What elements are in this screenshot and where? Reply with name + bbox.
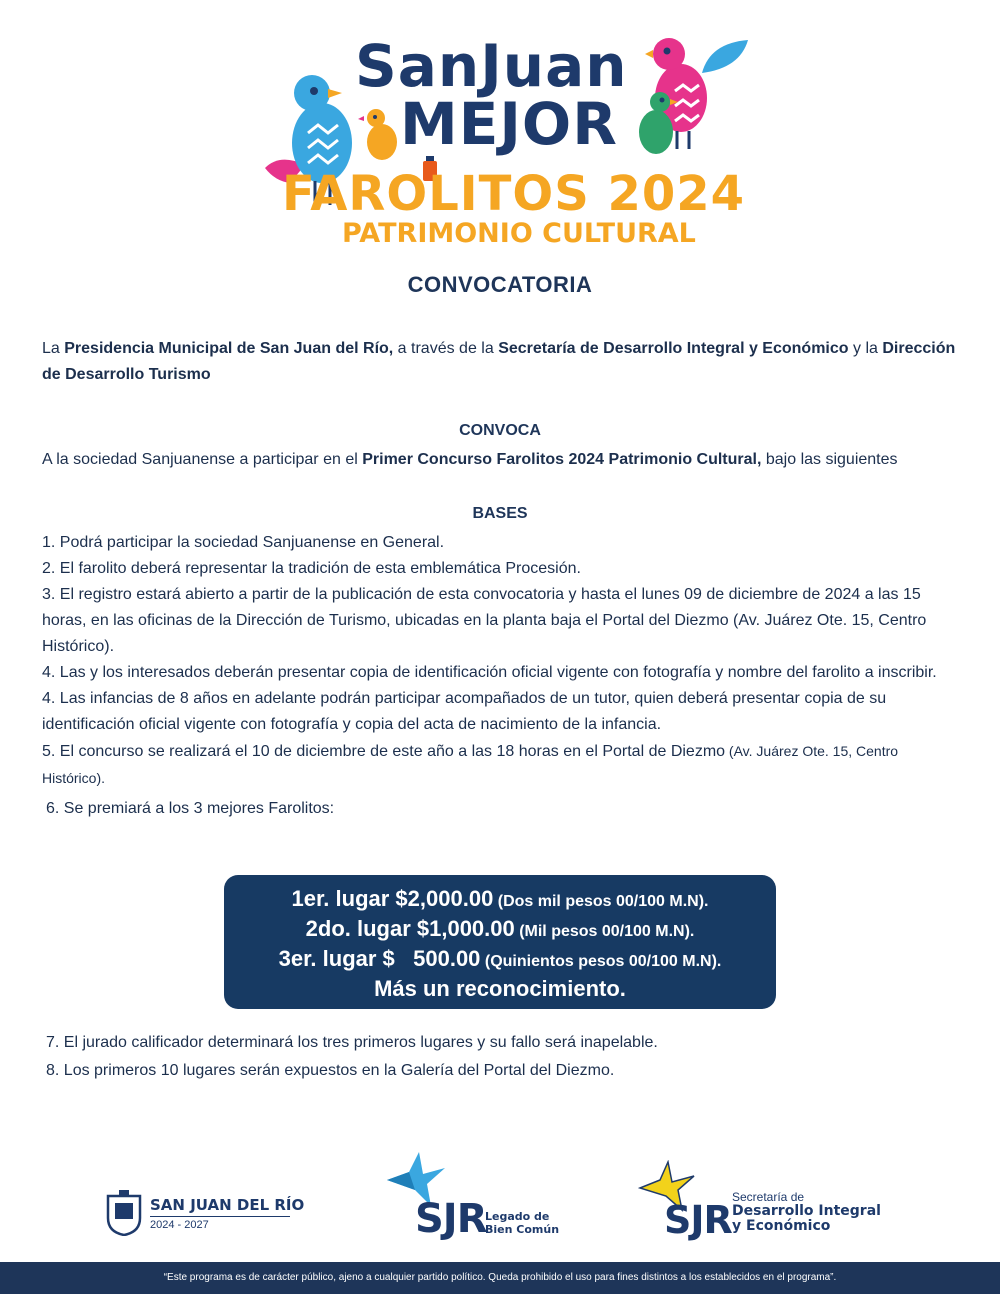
- bases-item: 7. El jurado calificador determinará los tres primeros lugares y su fallo será inapelable.: [46, 1034, 658, 1051]
- bases-item: 4. Las infancias de 8 años en adelante podrán participar acompañados de un tutor, quien deberá presentar copia de su identificación oficial vigente con fotografía y copia del acta de nacimiento de la infancia.: [42, 690, 887, 733]
- intro-text-3: y la: [848, 340, 883, 357]
- bases-item-5-address: (Av. Juárez Ote. 15, Centro Histórico).: [42, 743, 899, 786]
- convoca-text-1: A la sociedad Sanjuanense a participar en el: [42, 451, 363, 468]
- prize-second: [224, 915, 776, 945]
- convoca-bold-1: Primer Concurso Farolitos 2024 Patrimonio Cultural,: [362, 451, 762, 468]
- disclaimer-bar: “Este programa es de carácter público, ajeno a cualquier partido político. Queda prohibido el uso para fines distintos a los establecidos en el programa”.: [0, 1262, 1000, 1294]
- prize-first-place: 1er. lugar $2,000.00: [291, 886, 494, 911]
- bases-item: 4. Las y los interesados deberán presentar copia de identificación oficial vigente con fotografía y nombre del farolito a inscribir.: [42, 664, 937, 681]
- convoca-text-2: bajo las siguientes: [761, 451, 898, 468]
- legado-line-2: Bien Común: [485, 1223, 560, 1236]
- green-bird-icon: [630, 90, 680, 160]
- orange-bird-icon: [358, 106, 403, 166]
- bases-item-5: [42, 738, 962, 792]
- bases-item: 1. Podrá participar la sociedad Sanjuanense en General.: [42, 534, 445, 551]
- intro-bold-1: Presidencia Municipal de San Juan del Río,: [64, 340, 394, 357]
- bases-item: 8. Los primeros 10 lugares serán expuestos en la Galería del Portal del Diezmo.: [46, 1062, 615, 1079]
- bases-heading: BASES: [472, 505, 528, 522]
- municipal-shield-icon: [106, 1190, 142, 1236]
- secretaria-line-3: y Económico: [732, 1218, 831, 1234]
- prize-third-note: (Quinientos pesos 00/100 M.N).: [480, 953, 722, 970]
- secretaria-logo: [638, 1160, 908, 1250]
- intro-paragraph: [42, 336, 962, 388]
- prize-third: [224, 945, 776, 975]
- bases-list: [42, 530, 962, 822]
- secretaria-line-1: Secretaría de: [732, 1190, 805, 1204]
- intro-bold-3: Dirección de Desarrollo Turismo: [42, 340, 956, 383]
- convoca-heading: CONVOCA: [459, 422, 541, 439]
- prize-second-place: 2do. lugar $1,000.00: [305, 916, 515, 941]
- sjr-abbr-2: SJR: [664, 1198, 732, 1242]
- intro-text-1: La: [42, 340, 65, 357]
- prize-extra: Más un reconocimiento.: [374, 976, 626, 1001]
- logo-line-patrimonio: PATRIMONIO CULTURAL: [342, 218, 696, 249]
- municipal-logo-name: SAN JUAN DEL RÍO: [150, 1196, 305, 1214]
- bases-item-6: 6. Se premiará a los 3 mejores Farolitos:: [46, 800, 335, 817]
- convoca-paragraph: [42, 447, 962, 473]
- farolitos-logo: [250, 28, 750, 258]
- prize-first-note: (Dos mil pesos 00/100 M.N).: [493, 893, 709, 910]
- prize-first: [224, 885, 776, 915]
- blue-leaf-icon: [700, 38, 750, 78]
- intro-text-2: a través de la: [393, 340, 499, 357]
- logo-line-sanjuan: SanJuan: [355, 32, 628, 100]
- bases-list-continued: [46, 1029, 946, 1085]
- intro-bold-2: Secretaría de Desarrollo Integral y Económico: [498, 340, 849, 357]
- legado-line-1: Legado de: [485, 1210, 550, 1223]
- bases-item: 2. El farolito deberá representar la tradición de esta emblemática Procesión.: [42, 560, 581, 577]
- prize-box: [224, 875, 776, 1009]
- page-title: CONVOCATORIA: [407, 272, 593, 297]
- san-juan-del-rio-logo: [106, 1190, 306, 1240]
- logo-line-farolitos: FAROLITOS 2024: [282, 166, 746, 222]
- logo-line-mejor: MEJOR: [400, 90, 618, 158]
- secretaria-line-2: Desarrollo Integral: [732, 1203, 881, 1219]
- sjr-abbr: SJR: [415, 1196, 487, 1242]
- prize-second-note: (Mil pesos 00/100 M.N).: [514, 923, 695, 940]
- prize-third-place: 3er. lugar $ 500.00: [278, 946, 481, 971]
- bases-item-5-main: 5. El concurso se realizará el 10 de diciembre de este año a las 18 horas en el Portal de Diezmo: [42, 743, 726, 760]
- municipal-logo-years: 2024 - 2027: [150, 1219, 209, 1231]
- sjr-legado-logo: [385, 1150, 575, 1250]
- bases-item: 3. El registro estará abierto a partir de la publicación de esta convocatoria y hasta el lunes 09 de diciembre de 2024 a las 15 horas, en las oficinas de la Dirección de Turismo, ubicadas en la planta baja el Portal del Diezmo (Av. Juárez Ote. 15, Centro Histórico).: [42, 586, 927, 655]
